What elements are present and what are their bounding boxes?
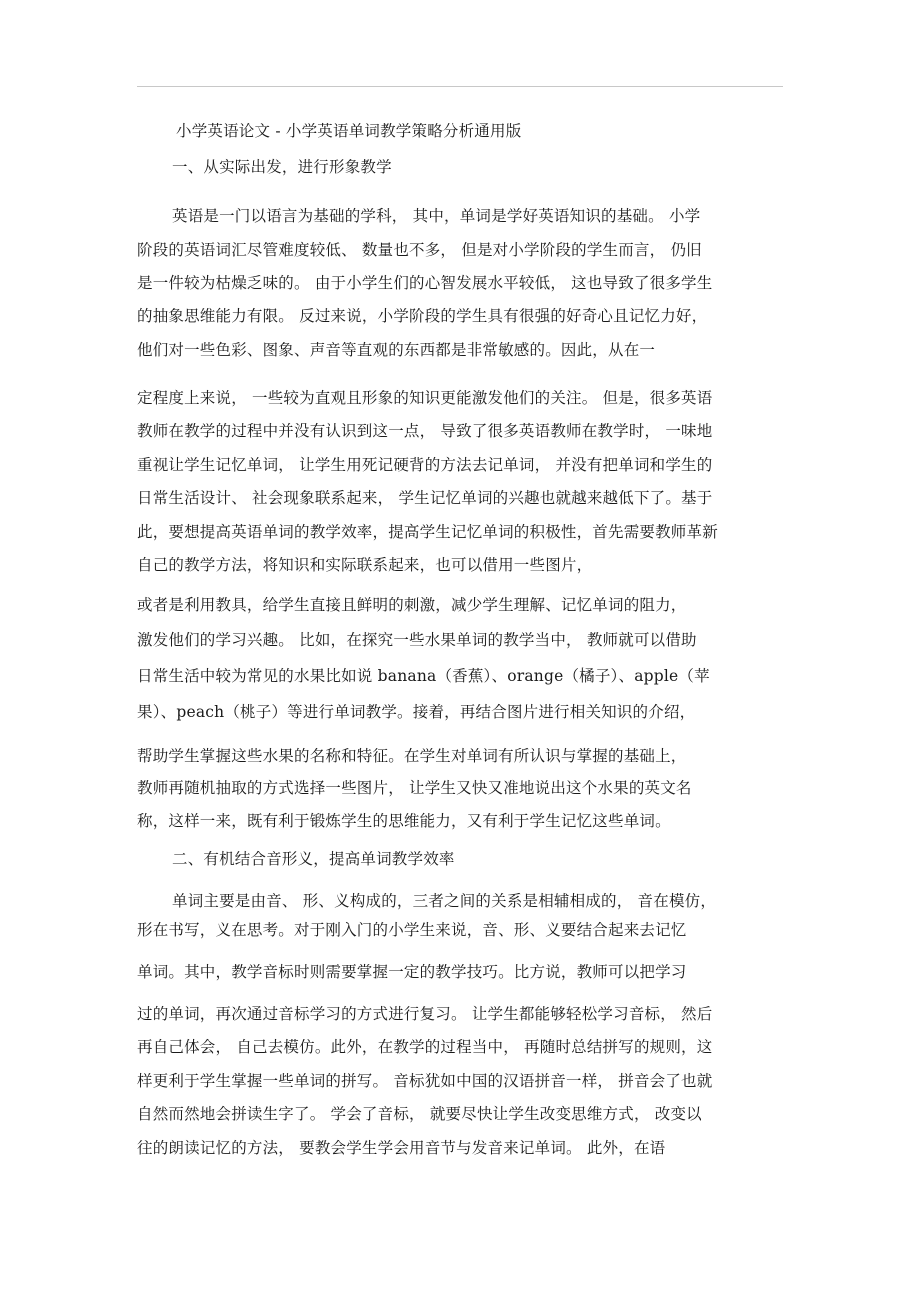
paragraph-line: 再自己体会， 自己去模仿。此外，在教学的过程当中， 再随时总结拼写的规则，这: [137, 1038, 713, 1056]
paragraph-line: 过的单词，再次通过音标学习的方式进行复习。 让学生都能够轻松学习音标， 然后: [137, 1005, 713, 1023]
paragraph-line: 激发他们的学习兴趣。 比如，在探究一些水果单词的教学当中， 教师就可以借助: [137, 631, 697, 649]
paragraph-line: 样更利于学生掌握一些单词的拼写。 音标犹如中国的汉语拼音一样， 拼音会了也就: [137, 1072, 713, 1090]
document-title: 小学英语论文 - 小学英语单词教学策略分析通用版: [176, 122, 522, 140]
paragraph-line: 或者是利用教具，给学生直接且鲜明的刺激，减少学生理解、记忆单词的阻力，: [137, 596, 687, 614]
paragraph-line: 教师再随机抽取的方式选择一些图片， 让学生又快又准地说出这个水果的英文名: [137, 779, 692, 797]
section-heading-2: 二、有机结合音形义，提高单词教学效率: [172, 850, 455, 868]
paragraph-line: 的抽象思维能力有限。 反过来说，小学阶段的学生具有很强的好奇心且记忆力好，: [137, 307, 708, 325]
section-heading-1: 一、从实际出发，进行形象教学: [172, 158, 392, 176]
paragraph-line: 是一件较为枯燥乏味的。 由于小学生们的心智发展水平较低， 这也导致了很多学生: [137, 274, 713, 292]
paragraph-line: 称，这样一来，既有利于锻炼学生的思维能力，又有利于学生记忆这些单词。: [137, 812, 671, 830]
paragraph-line: 日常生活中较为常见的水果比如说 banana（香蕉）、orange（橘子）、apple（苹: [137, 667, 710, 685]
paragraph-line: 自己的教学方法，将知识和实际联系起来，也可以借用一些图片，: [137, 556, 593, 574]
paragraph-line: 此，要想提高英语单词的教学效率，提高学生记忆单词的积极性，首先需要教师革新: [137, 523, 718, 541]
header-rule: [137, 86, 783, 87]
paragraph-line: 教师在教学的过程中并没有认识到这一点， 导致了很多英语教师在教学时， 一味地: [137, 422, 713, 440]
paragraph-line: 日常生活设计、 社会现象联系起来， 学生记忆单词的兴趣也就越来越低下了。基于: [137, 489, 713, 507]
paragraph-line: 重视让学生记忆单词， 让学生用死记硬背的方法去记单词， 并没有把单词和学生的: [137, 456, 713, 474]
paragraph-line: 他们对一些色彩、图象、声音等直观的东西都是非常敏感的。因此，从在一: [137, 341, 656, 359]
paragraph-line: 果）、peach（桃子）等进行单词教学。接着，再结合图片进行相关知识的介绍，: [137, 703, 696, 721]
paragraph-line: 阶段的英语词汇尽管难度较低、 数量也不多， 但是对小学阶段的学生而言， 仍旧: [137, 241, 702, 259]
paragraph-line: 单词主要是由音、 形、义构成的，三者之间的关系是相辅相成的， 音在模仿，: [172, 892, 717, 910]
paragraph-line: 单词。其中，教学音标时则需要掌握一定的教学技巧。比方说，教师可以把学习: [137, 963, 687, 981]
paragraph-line: 往的朗读记忆的方法， 要教会学生学会用音节与发音来记单词。 此外，在语: [137, 1139, 666, 1157]
paragraph-line: 定程度上来说， 一些较为直观且形象的知识更能激发他们的关注。 但是，很多英语: [137, 389, 713, 407]
paragraph-line: 帮助学生掌握这些水果的名称和特征。在学生对单词有所认识与掌握的基础上，: [137, 747, 687, 765]
paragraph-line: 自然而然地会拼读生字了。 学会了音标， 就要尽快让学生改变思维方式， 改变以: [137, 1105, 702, 1123]
paragraph-line: 英语是一门以语言为基础的学科， 其中，单词是学好英语知识的基础。 小学: [172, 207, 701, 225]
paragraph-line: 形在书写，义在思考。对于刚入门的小学生来说，音、形、义要结合起来去记忆: [137, 921, 687, 939]
